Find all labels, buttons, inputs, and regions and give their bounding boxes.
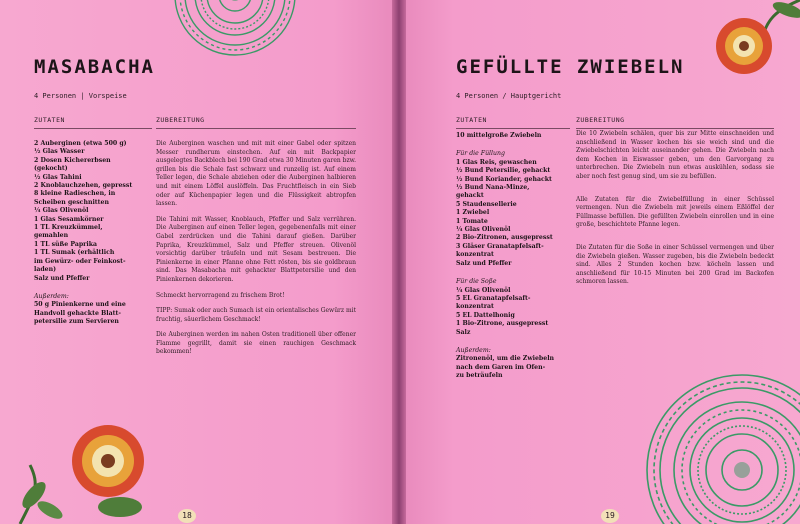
ingredient-item: 1 Glas Sesamkörner <box>34 215 104 223</box>
ingredient-item: laden) <box>34 266 57 274</box>
filling-item: ½ Bund Koriander, gehackt <box>456 175 552 183</box>
ingredient-item: ½ Glas Wasser <box>34 148 85 156</box>
ingredient-item: 10 mittelgroße Zwiebeln <box>456 132 542 139</box>
heading-rule <box>456 128 570 129</box>
preparation-heading: ZUBEREITUNG <box>156 116 205 124</box>
preparation-paragraph: Die Auberginen waschen und mit mit einer Gabel oder spitzen Messer rundherum einstechen. Auf ein mit Backpapier ausgelegtes Backblech bei 190 Grad etwa 30 Minuten garen bzw. grillen bis die Schale fast schwarz und runzelig ist. Auf einem Teller legen, die Schale abziehen oder die Auberginen halbieren und mit einem Löffel auslöffeln. Das Fruchtfleisch in ein Sieb oder auf Küchenpapier legen und die Flüssigkeit abtropfen lassen. <box>156 140 356 208</box>
filling-item: 2 Bio-Zitronen, ausgepresst <box>456 234 553 242</box>
preparation-paragraph: Schmeckt hervorragend zu frischem Brot! <box>156 291 285 299</box>
recipe-title: GEFÜLLTE ZWIEBELN <box>456 56 685 78</box>
page-number: 18 <box>178 509 196 523</box>
filling-item: ½ Bund Petersilie, gehackt <box>456 167 551 175</box>
ingredient-item: ¼ Glas Olivenöl <box>34 207 89 215</box>
preparation-paragraph: Die Zutaten für die Soße in einer Schüssel vermengen und über die Zwiebeln gießen. Wasser zugeben, bis die Zwiebeln bedeckt sind. Alles 2 Stunden kochen bzw. köcheln lassen und anschließend für 10-15 Minuten bei 200 Grad im Backofen schmoren lassen. <box>576 243 774 286</box>
filling-item: ¼ Glas Olivenöl <box>456 226 511 234</box>
filling-item: gehackt <box>456 192 484 200</box>
extra-item: zu beträufeln <box>456 372 503 380</box>
flower-ornament-icon <box>696 0 800 80</box>
filling-item: 1 Glas Reis, gewaschen <box>456 158 537 166</box>
sauce-item: 5 EL Granatapfelsaft- <box>456 294 531 302</box>
left-page <box>0 0 392 524</box>
filling-item: 5 Staudensellerie <box>456 200 517 208</box>
preparation-paragraph: Die 10 Zwiebeln schälen, quer bis zur Mitte einschneiden und anschließend in Wasser kochen bis sie weich sind und die Zwiebelschichten leicht auseinander gehen. Die Zwiebeln nach dem Kochen in Eiswasser geben, um den Garvorgang zu unterbrechen. Die Zwiebeln nun etwas auskühlen, sodass sie aber noch fest genug sind, um sie zu befüllen. <box>576 130 774 180</box>
preparation-text <box>156 140 356 364</box>
ingredient-item: 2 Knoblauchzehen, gepresst <box>34 182 133 190</box>
heading-rule <box>576 128 774 129</box>
recipe-title: MASABACHA <box>34 56 155 78</box>
ingredient-item: 1 TL süße Paprika <box>34 240 98 248</box>
ingredient-list <box>456 132 572 381</box>
filling-item: 1 Tomate <box>456 217 488 225</box>
heading-rule <box>34 128 152 129</box>
preparation-heading: ZUBEREITUNG <box>576 116 625 124</box>
filling-item: 1 Zwiebel <box>456 209 490 217</box>
extra-item: nach dem Garen im Ofen- <box>456 363 546 371</box>
recipe-subtitle: 4 Personen | Vorspeise <box>34 92 127 100</box>
ingredients-heading: ZUTATEN <box>34 116 65 124</box>
sauce-item: 5 EL Dattelhonig <box>456 311 515 319</box>
sauce-item: 1 Bio-Zitrone, ausgepresst <box>456 320 549 328</box>
sauce-heading: Für die Soße <box>456 278 497 286</box>
filling-heading: Für die Füllung <box>456 150 505 158</box>
preparation-paragraph: Alle Zutaten für die Zwiebelfüllung in einer Schüssel vermengen. Nun die Zwiebeln mit jeweils einem Eßlöffel der Füllmasse befüllen. Die gefüllten Zwiebeln einrollen und in eine große, beschichtete Pfanne legen. <box>576 195 774 229</box>
preparation-paragraph: Die Tahini mit Wasser, Knoblauch, Pfeffer und Salz verrühren. Die Auberginen auf einen Teller legen, gegebenenfalls mit einer Gabel zerdrücken und die Tahini darauf gießen. Darüber Paprika, Kreuzkümmel, Salz und Pfeffer streuen. Olivenöl vorsichtig darüber träufeln und mit Sesam bestreuen. Die Pinienkerne in einer Pfanne ohne Fett rösten, bis sie goldbraun sind. Das Masabacha mit gehackter Blattpetersilie und den Pinienkernen dekorieren. <box>156 215 356 283</box>
filling-item: Salz und Pfeffer <box>456 259 512 267</box>
heading-rule <box>156 128 356 129</box>
ingredients-heading: ZUTATEN <box>456 116 487 124</box>
preparation-text <box>576 130 774 294</box>
filling-item: 3 Gläser Granatapfelsaft- <box>456 242 544 250</box>
filling-item: konzentrat <box>456 251 494 259</box>
extra-item: 50 g Pinienkerne und eine <box>34 301 126 309</box>
ingredient-item: 8 kleine Radieschen, in <box>34 190 116 198</box>
extras-heading: Außerdem: <box>456 346 491 354</box>
preparation-paragraph: Die Auberginen werden im nahen Osten traditionell über offener Flamme gegrillt, damit sie einen rauchigen Geschmack bekommen! <box>156 331 356 356</box>
ingredient-item: 2 Dosen Kichererbsen <box>34 156 111 164</box>
ingredient-item: (gekocht) <box>34 165 68 173</box>
ingredient-item: 2 Auberginen (etwa 500 g) <box>34 140 127 147</box>
sauce-item: Salz <box>456 328 471 336</box>
flower-ornament-icon <box>10 415 150 524</box>
right-page <box>406 0 800 524</box>
ingredient-list <box>34 140 152 327</box>
extra-item: Handvoll gehackte Blatt- <box>34 309 121 317</box>
ingredient-item: ½ Glas Tahini <box>34 173 82 181</box>
mandala-ornament-icon <box>642 370 800 524</box>
sauce-item: konzentrat <box>456 303 494 311</box>
recipe-subtitle: 4 Personen / Hauptgericht <box>456 92 562 100</box>
page-number: 19 <box>601 509 619 523</box>
ingredient-item: 1 TL Kreuzkümmel, <box>34 224 103 232</box>
ingredient-item: im Gewürz- oder Feinkost- <box>34 257 126 265</box>
extra-item: Zitronenöl, um die Zwiebeln <box>456 355 555 363</box>
mandala-ornament-icon <box>170 0 300 60</box>
ingredient-item: gemahlen <box>34 232 69 240</box>
ingredient-item: 1 TL Sumak (erhältlich <box>34 249 115 257</box>
extras-heading: Außerdem: <box>34 292 69 300</box>
tip-paragraph: TIPP: Sumak oder auch Sumach ist ein orientalisches Gewürz mit fruchtig, säuerlichem Geschmack! <box>156 307 357 323</box>
filling-item: ½ Bund Nana-Minze, <box>456 184 530 192</box>
extra-item: petersilie zum Servieren <box>34 318 119 326</box>
ingredient-item: Scheiben geschnitten <box>34 198 109 206</box>
book-gutter <box>392 0 406 524</box>
sauce-item: ¼ Glas Olivenöl <box>456 286 511 294</box>
ingredient-item: Salz und Pfeffer <box>34 274 90 282</box>
